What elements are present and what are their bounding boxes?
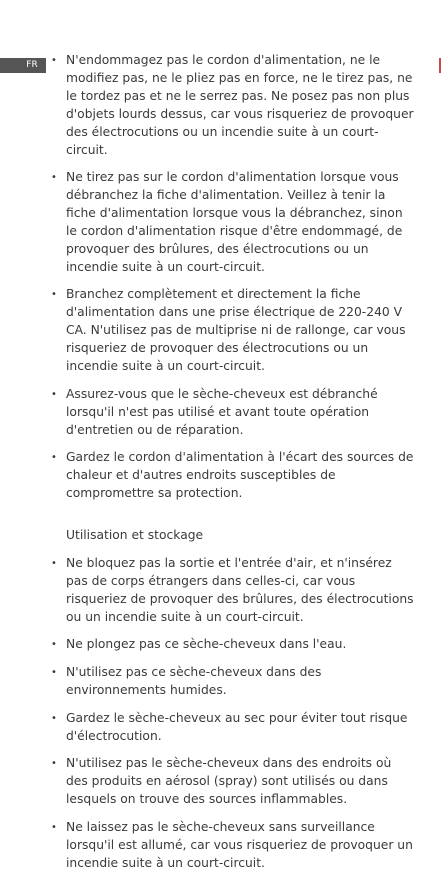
list-item xyxy=(46,449,416,503)
section-title: Utilisation et stockage xyxy=(66,528,204,543)
list-item xyxy=(46,819,416,873)
list-item xyxy=(46,169,416,276)
bullet: • xyxy=(51,55,57,66)
list-item xyxy=(46,555,416,627)
list-item-text: Ne tirez pas sur le cordon d'alimentation lorsque vous débranchez la fiche d'alimentation. Veillez à tenir la fiche d'alimentation lorsque vous la débranchez, sinon le cordon d'alimentation risque d'être endommagé, de provoquer des brûlures, des électrocutions ou un incendie suite à un court-circuit. xyxy=(66,170,403,274)
bullet: • xyxy=(51,712,57,724)
safety-list-power-cord xyxy=(46,52,416,503)
bullet: • xyxy=(51,639,57,651)
bullet: • xyxy=(51,758,57,770)
list-item-text: Ne plongez pas ce sèche-cheveux dans l'eau. xyxy=(66,637,347,652)
language-tab xyxy=(0,58,46,73)
list-item-text: N'utilisez pas le sèche-cheveux dans des endroits où des produits en aérosol (spray) sont utilisés ou dans lesquels on trouve des sources inflammables. xyxy=(66,756,392,807)
list-item xyxy=(46,755,416,809)
bullet: • xyxy=(51,452,57,464)
list-item-text: Gardez le cordon d'alimentation à l'écart des sources de chaleur et d'autres endroits susceptibles de compromettre sa protection. xyxy=(66,450,414,501)
list-item xyxy=(46,710,416,746)
list-item-text: Branchez complètement et directement la fiche d'alimentation dans une prise électrique de 220-240 V CA. N'utilisez pas de multiprise ni de rallonge, car vous risqueriez de provoquer des électrocutions ou un incendie suite à un court-circuit. xyxy=(66,287,406,374)
list-item xyxy=(46,664,416,700)
bullet: • xyxy=(51,667,57,679)
list-item-text: Gardez le sèche-cheveux au sec pour éviter tout risque d'électrocution. xyxy=(66,710,408,743)
bullet: • xyxy=(51,388,57,400)
list-item xyxy=(46,636,416,654)
bullet: • xyxy=(51,557,57,569)
document-body xyxy=(46,52,416,882)
page-edge-marker xyxy=(439,58,441,73)
list-item xyxy=(46,52,416,159)
safety-list-usage-storage xyxy=(46,555,416,873)
list-item-text: Ne laissez pas le sèche-cheveux sans surveillance lorsqu'il est allumé, car vous risqueriez de provoquer un incendie suite à un court-circuit. xyxy=(66,819,413,870)
list-item-text: N'utilisez pas ce sèche-cheveux dans des environnements humides. xyxy=(66,665,322,697)
list-item xyxy=(46,386,416,440)
list-item xyxy=(46,286,416,376)
language-tab-label: FR xyxy=(26,60,38,70)
list-item-text: Ne bloquez pas la sortie et l'entrée d'air, et n'insérez pas de corps étrangers dans celles-ci, car vous risqueriez de provoquer des brûlures, des électrocutions ou un incendie suite à un court-circuit. xyxy=(66,555,414,624)
bullet: • xyxy=(51,172,57,184)
list-item-text: N'endommagez pas le cordon d'alimentation, ne le modifiez pas, ne le pliez pas en force, ne le tirez pas, ne le tordez pas et ne le serrez pas. Ne posez pas non plus d'objets lourds dessus, car vous risqueriez de provoquer des électrocutions ou un incendie suite à un court-circuit. xyxy=(66,53,414,157)
list-item-text: Assurez-vous que le sèche-cheveux est débranché lorsqu'il n'est pas utilisé et avant toute opération d'entretien ou de réparation. xyxy=(66,386,378,437)
bullet: • xyxy=(51,289,57,301)
bullet: • xyxy=(51,821,57,833)
